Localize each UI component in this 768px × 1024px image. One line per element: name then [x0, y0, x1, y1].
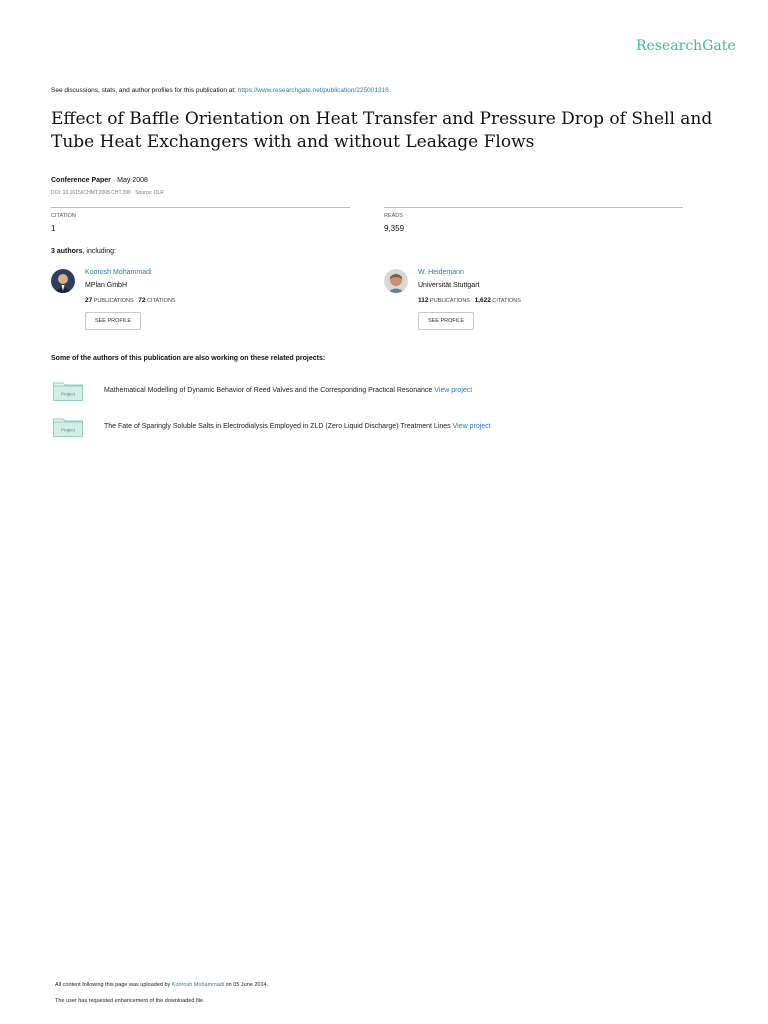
discussion-prefix: See discussions, stats, and author profiles for this publication at:: [51, 87, 238, 94]
citations-label: CITATIONS: [147, 298, 176, 304]
citations-count: 72: [138, 297, 146, 304]
project-folder-icon[interactable]: [53, 417, 83, 437]
citations-label: CITATIONS: [492, 298, 521, 304]
author-name-link[interactable]: W. Heidemann: [418, 269, 464, 276]
enhancement-note: The user has requested enhancement of the downloaded file.: [55, 998, 205, 1004]
folder-icon: [53, 417, 83, 437]
folder-icon: [53, 381, 83, 401]
discussion-line: [51, 87, 389, 94]
project-title: The Fate of Sparingly Soluble Salts in Electrodialysis Employed in ZLD (Zero Liquid Discharge) Treatment Lines: [104, 423, 451, 430]
author-photo-icon: [384, 269, 408, 293]
authors-count: 3 authors: [51, 248, 83, 255]
divider: [384, 207, 683, 208]
divider: [51, 207, 350, 208]
project-icon-label: Project: [60, 427, 76, 433]
publications-label: PUBLICATIONS: [430, 298, 470, 304]
researchgate-logo[interactable]: ResearchGate: [636, 38, 736, 54]
avatar[interactable]: [51, 269, 75, 293]
avatar[interactable]: [384, 269, 408, 293]
project-folder-icon[interactable]: [53, 381, 83, 401]
upload-suffix: on 05 June 2014.: [224, 982, 269, 988]
authors-suffix: , including:: [82, 248, 116, 255]
uploader-link[interactable]: Koorosh Mohammadi: [171, 982, 225, 988]
paper-type: Conference Paper: [51, 177, 111, 184]
author-photo-icon: [51, 269, 75, 293]
view-project-link[interactable]: View project: [452, 423, 491, 430]
publication-url-link[interactable]: https://www.researchgate.net/publication/225001316: [237, 87, 389, 94]
author-name-link[interactable]: Koorosh Mohammadi: [85, 269, 152, 276]
author-affiliation: MPlan GmbH: [85, 282, 128, 289]
publications-count: 112: [418, 297, 429, 304]
reads-label: READS: [384, 213, 403, 219]
citations-count: 1,622: [474, 297, 491, 304]
author-stats: [418, 297, 521, 304]
reads-count: 9,359: [384, 224, 405, 233]
related-projects-heading: Some of the authors of this publication are also working on these related projects:: [51, 355, 326, 362]
paper-doi: DOI: 10.1615/ICHMT.2008.CHT.390 · Source: DLR: [51, 190, 164, 196]
see-profile-button[interactable]: SEE PROFILE: [418, 312, 474, 330]
author-stats: [85, 297, 176, 304]
citation-label: CITATION: [51, 213, 76, 219]
paper-title: Effect of Baffle Orientation on Heat Transfer and Pressure Drop of Shell and Tube Heat Exchangers with and without Leakage Flows: [51, 109, 713, 152]
authors-heading: [51, 248, 116, 255]
upload-prefix: All content following this page was uploaded by: [55, 982, 172, 988]
paper-meta: [51, 177, 148, 184]
publications-label: PUBLICATIONS: [93, 298, 134, 304]
citation-count: 1: [51, 224, 56, 233]
author-affiliation: Universität Stuttgart: [418, 282, 480, 289]
project-icon-label: Project: [60, 391, 76, 397]
project-item: [104, 423, 491, 430]
see-profile-button[interactable]: SEE PROFILE: [85, 312, 141, 330]
view-project-link[interactable]: View project: [434, 387, 473, 394]
project-title: Mathematical Modelling of Dynamic Behavior of Reed Valves and the Corresponding Practical Resonance: [104, 387, 433, 394]
publications-count: 27: [85, 297, 93, 304]
project-item: [104, 387, 472, 394]
paper-date: · May 2008: [110, 177, 148, 184]
upload-note: [55, 982, 268, 988]
